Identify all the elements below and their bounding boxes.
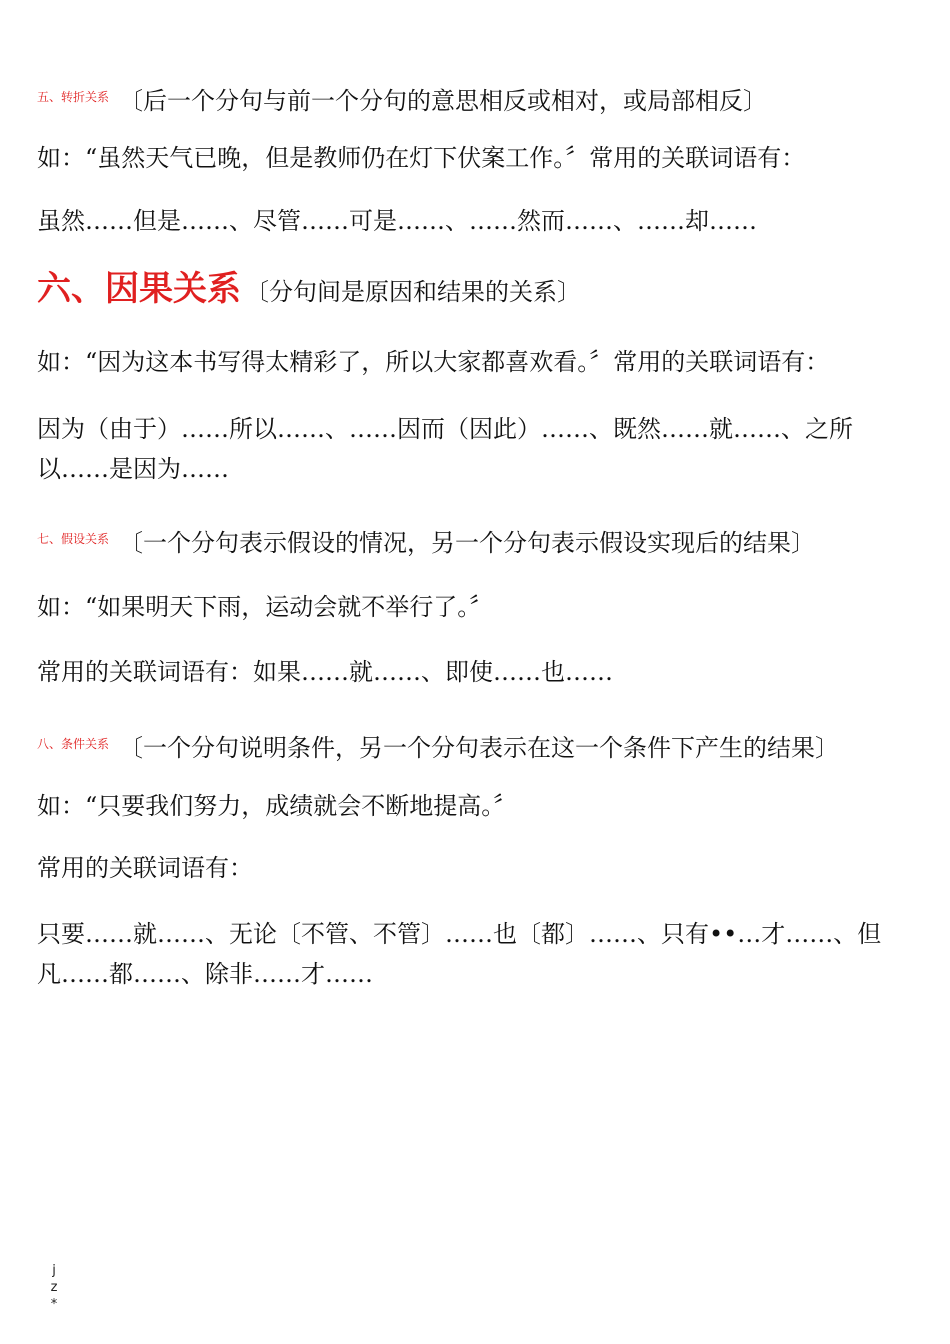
section-7-connectives: 常用的关联词语有：如果……就……、即使……也……: [37, 658, 613, 686]
section-5-heading: 五、转折关系: [37, 90, 110, 104]
section-8-example: 如：“只要我们努力，成绩就会不断地提高。〞: [37, 792, 518, 820]
footer-char-2: z: [50, 1280, 58, 1295]
footer-char-3: *: [50, 1297, 58, 1312]
section-5-connectives: 虽然……但是……、尽管……可是……、……然而……、……却……: [37, 207, 757, 235]
footer-char-1: j: [52, 1263, 56, 1278]
section-6-heading: 六、因果关系: [37, 269, 241, 309]
section-6-title-line: [37, 269, 581, 309]
section-5-example: 如：“虽然天气已晚，但是教师仍在灯下伏案工作。〞常用的关联词语有：: [37, 144, 806, 172]
section-5-description: 〔后一个分句与前一个分句的意思相反或相对，或局部相反〕: [119, 87, 768, 115]
section-8-description: 〔一个分句说明条件，另一个分句表示在这一个条件下产生的结果〕: [119, 734, 840, 762]
section-8-heading: 八、条件关系: [37, 737, 110, 751]
section-7-example: 如：“如果明天下雨，运动会就不举行了。〞: [37, 593, 494, 621]
section-7-title-line: [37, 524, 815, 558]
section-6-example: 如：“因为这本书写得太精彩了，所以大家都喜欢看。〞常用的关联词语有：: [37, 348, 830, 376]
footer-mark: [48, 1262, 60, 1313]
section-7-heading: 七、假设关系: [37, 532, 110, 546]
section-6-connectives: 因为（由于）……所以……、……因而（因此）……、既然……就……、之所以……是因为……: [37, 415, 853, 483]
section-8-connectives: 只要……就……、无论〔不管、不管〕……也〔都〕……、只有••…才……、但凡……都……、除非……才……: [37, 920, 882, 988]
section-8-title-line: [37, 729, 839, 763]
section-7-description: 〔一个分句表示假设的情况，另一个分句表示假设实现后的结果〕: [119, 529, 816, 557]
section-8-intro: 常用的关联词语有：: [37, 854, 253, 882]
section-6-description: 〔分句间是原因和结果的关系〕: [245, 278, 581, 306]
section-5-title-line: [37, 82, 767, 116]
